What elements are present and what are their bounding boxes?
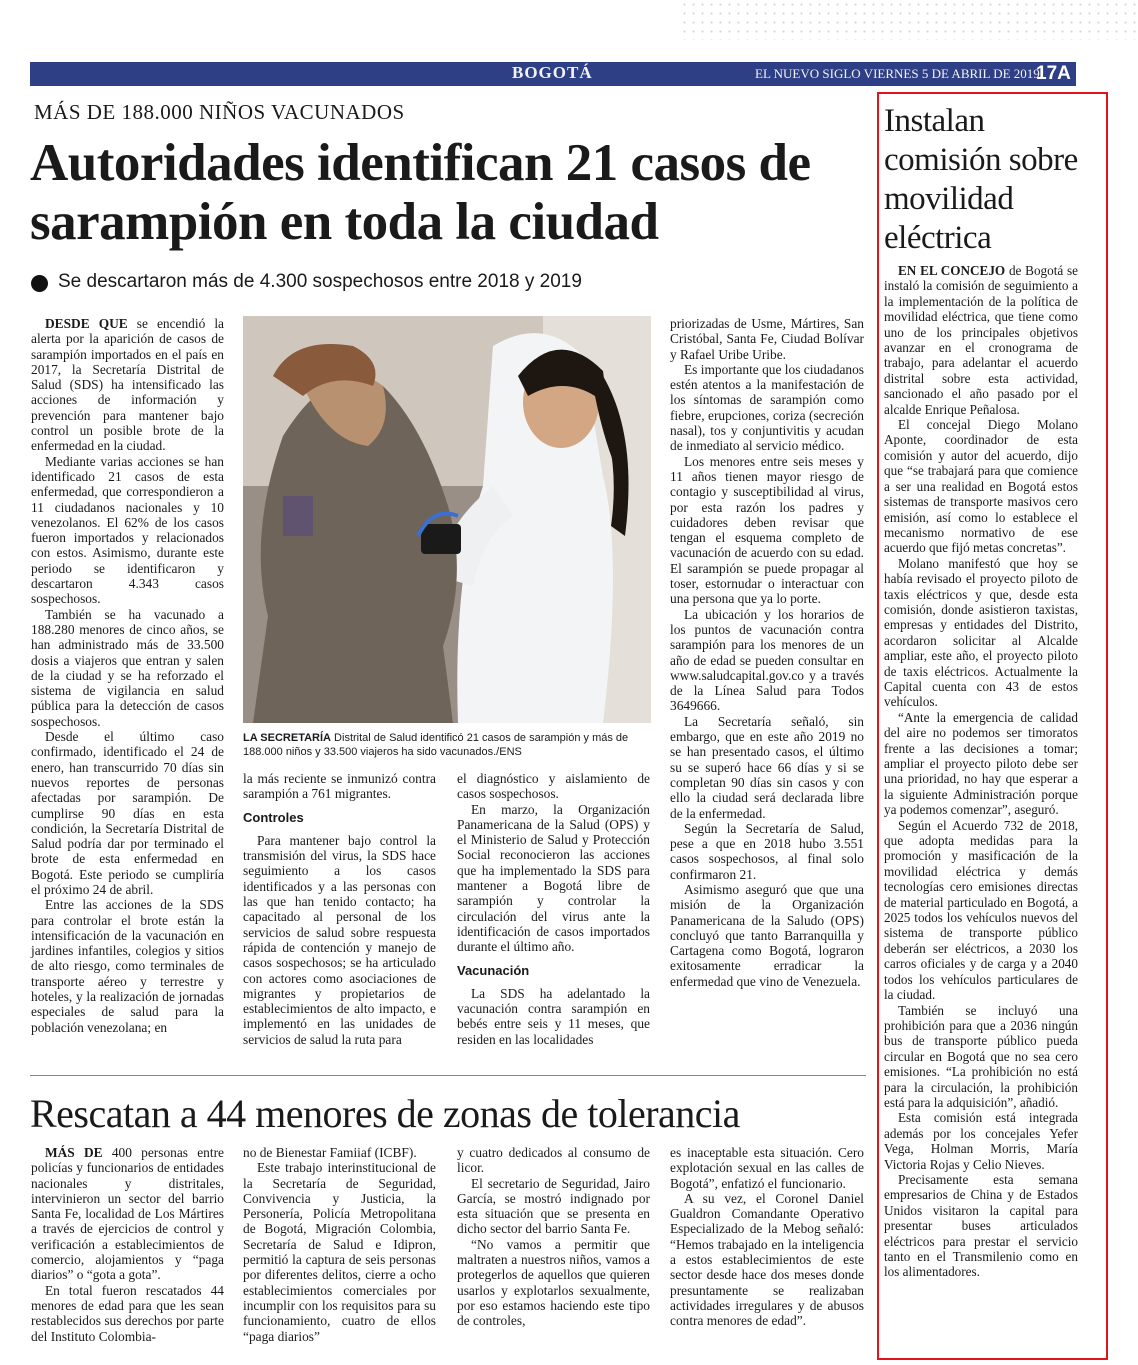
paragraph — [31, 1145, 224, 1283]
lead-in: MÁS DE — [45, 1145, 103, 1160]
paragraph-text: priorizadas de Usme, Mártires, San Cristóbal, Santa Fe, Ciudad Bolívar y Rafael Uribe Uribe. — [670, 316, 864, 362]
paragraph — [670, 316, 864, 362]
paragraph-text: Asimismo aseguró que que una misión de la Organización Panamericana de la Saludo (OPS) concluyó que tanto Barranquilla y Cartagena como Bogotá, lograron exitosamente erradicar la enfermedad que vino de Venezuela. — [670, 881, 864, 989]
paragraph — [670, 821, 864, 882]
caption-lead: LA SECRETARÍA — [243, 732, 331, 744]
photo-caption — [243, 731, 651, 759]
paragraph — [243, 771, 436, 802]
paragraph — [243, 1160, 436, 1344]
paragraph — [884, 556, 1078, 710]
paragraph — [884, 417, 1078, 556]
paragraph-text: Entre las acciones de la SDS para controlar el brote están la intensificación de la vacunación en jardines infantiles, colegios y sitios de alto riesgo, como terminales de transporte aéreo y terrestre y hoteles, y la realización de jornadas especiales de salud para la población venezolana; en — [31, 897, 224, 1035]
main-column-4 — [670, 316, 864, 989]
paragraph — [457, 1237, 650, 1329]
paragraph-text: y cuatro dedicados al consumo de licor. — [457, 1145, 650, 1176]
main-column-3 — [457, 771, 650, 1047]
subhead: Se descartaron más de 4.300 sospechosos entre 2018 y 2019 — [58, 271, 582, 292]
paragraph-text: “Ante la emergencia de calidad del aire no podemos ser timoratos frente a las decisiones a tomar; ampliar el proyecto piloto debe ser una prioridad, no hay que esperar a la siguiente Administración porque ya podemos comenzar”, aseguró. — [884, 709, 1078, 818]
paragraph — [457, 802, 650, 955]
caption-text: Distrital de Salud identificó 21 casos de sarampión y más de 188.000 niños y 33.500 viajeros ha sido vacunados./ENS — [243, 732, 629, 758]
paragraph — [243, 1145, 436, 1160]
article-divider — [30, 1075, 866, 1076]
paragraph — [31, 607, 224, 729]
paragraph — [31, 897, 224, 1035]
paragraph-text: También se incluyó una prohibición para que a 2036 ningún bus de transporte público pueda circular en Bogotá que no sea cero emisiones. “La prohibición no está para la circulación, la prohibición está para la adquisición”, añadió. — [884, 1002, 1078, 1110]
lead-in: EN EL CONCEJO — [898, 263, 1006, 278]
second-headline: Rescatan a 44 menores de zonas de tolerancia — [30, 1091, 740, 1136]
paragraph-text: En marzo, la Organización Panamericana de la Salud (OPS) y el Ministerio de Salud y Protección Social reconocieron las acciones que ha implementado la SDS para mantener a Bogotá libre de sarampión y controlar la circulación del virus ante la identificación de casos importados durante el último año. — [457, 801, 650, 955]
paragraph-text: La SDS ha adelantado la vacunación contra sarampión en bebés entre seis y 11 meses, que residen en las localidades — [457, 985, 650, 1047]
lead-in: DESDE QUE — [45, 316, 128, 331]
paragraph — [670, 362, 864, 454]
paragraph — [884, 818, 1078, 1003]
paragraph-text: La Secretaría señaló, sin embargo, que en este año 2019 no se han presentado casos, el último su se superó hace 66 días y si se completan 90 días sin casos y con ello la ciudad será declarada libre de la enfermedad. — [670, 713, 864, 821]
paragraph — [670, 1145, 864, 1191]
paragraph — [884, 1110, 1078, 1172]
paragraph — [457, 1176, 650, 1237]
paragraph-text: Para mantener bajo control la transmisión del virus, la SDS hace seguimiento a los casos identificados y a las personas con las que han tenido contacto; ha capacitado al personal de los servicios de salud sobre respuesta rápida de contención y manejo de casos sospechosos; se ha articulado con actores como asociaciones de migrantes y propietarios de establecimientos de alto impacto, e implementó en las unidades de servicios de salud la ruta para — [243, 832, 436, 1047]
paragraph-text: Según la Secretaría de Salud, pese a que en 2018 hubo 3.551 casos sospechosos, al final solo confirmaron 21. — [670, 820, 864, 882]
paragraph — [670, 714, 864, 821]
paragraph-text: la más reciente se inmunizó contra sarampión a 761 migrantes. — [243, 771, 436, 802]
sidebar-body — [884, 263, 1078, 1280]
paragraph — [884, 1003, 1078, 1111]
section-subtitle: Controles — [243, 809, 304, 825]
paragraph-text: A su vez, el Coronel Daniel Gualdron Comandante Operativo Especializado de la Mebog señaló: “Hemos trabajado en la inteligencia a estos establecimientos de este sector desde hace dos meses donde presuntamente se realizaban actividades irregulares y de abusos contra menores de edad”. — [670, 1190, 864, 1329]
section-subtitle: Vacunación — [457, 962, 530, 978]
paragraph-text: Precisamente esta semana empresarios de China y de Estados Unidos visitaron la capital para presentar buses articulados eléctricos para prestar el servicio tanto en el Transmilenio como en los alimentadores. — [884, 1171, 1078, 1280]
paragraph — [457, 986, 650, 1047]
paragraph-text: no de Bienestar Famiiaf (ICBF). — [243, 1145, 417, 1160]
page-number: 17A — [1036, 63, 1071, 84]
paragraph-text: El secretario de Seguridad, Jairo García, se mostró indignado por esta situación que se presenta en dicho sector del barrio Santa Fe. — [457, 1175, 650, 1237]
paragraph-text: Es importante que los ciudadanos estén atentos a la manifestación de los síntomas de sarampión como fiebre, erupciones, coriza (secreción nasal), tos y conjuntivitis y acudan de inmediato al servicio médico. — [670, 361, 864, 454]
paragraph-text: Los menores entre seis meses y 11 años tienen mayor riesgo de contagio y susceptibilidad al virus, por esta razón los padres y cuidadores deben revisar que tengan el esquema completo de vacunación de acuerdo con su edad. El sarampión se puede propagar al toser, estornudar o interactuar con una persona que ya lo porte. — [670, 453, 864, 607]
bullet-icon — [31, 275, 48, 292]
paragraph — [670, 607, 864, 714]
paragraph-text: Molano manifestó que hoy se había revisado el proyecto piloto de taxis eléctricos y que, desde esta comisión, donde asistieron taxistas, empresas y entidades del Distrito, acordaron solicitar al Alcalde ampliar, este año, el proyecto piloto de taxis eléctricos. Actualmente la Capital cuenta con 43 de estos vehículos. — [884, 555, 1078, 710]
paragraph-text: 400 personas entre policías y funcionarios de entidades nacionales y distritales, intervinieron un sector del barrio Santa Fe, localidad de Los Mártires a través de ejercicios de control y verificación a establecimientos de comercio, alojamientos y “paga diarios” o “gota a gota”. — [31, 1145, 224, 1283]
paragraph-text: el diagnóstico y aislamiento de casos sospechosos. — [457, 771, 650, 802]
second-column-4 — [670, 1145, 864, 1329]
paragraph — [884, 1172, 1078, 1280]
paragraph — [31, 316, 224, 454]
vaccination-photo — [243, 316, 651, 723]
paragraph — [457, 1145, 650, 1176]
paragraph-text: El concejal Diego Molano Aponte, coordinador de esta comisión y autor del acuerdo, dijo que “se trabajará para que comience a ser una realidad en Bogotá estos sistemas de transporte masivos cero emisión, así como lo establece el mecanismo normativo de ese acuerdo que fijó metas concretas”. — [884, 417, 1078, 556]
paragraph — [31, 1283, 224, 1344]
paragraph-text: es inaceptable esta situación. Cero explotación sexual en las calles de Bogotá”, enfatizó el funcionario. — [670, 1145, 864, 1191]
paragraph-text: Este trabajo interinstitucional de la Secretaría de Seguridad, Convivencia y Justicia, la Personería, Policía Metropolitana de Bogotá, Migración Colombia, Secretaría de Salud e Idipron, permitió la captura de seis personas por diferentes delitos, cierre a ocho establecimientos comerciales por incumplir con los requisitos para su funcionamiento, cuatro de ellos “paga diarios” — [243, 1160, 436, 1344]
scan-dots — [680, 0, 1138, 40]
paragraph-text: También se ha vacunado a 188.280 menores de cinco años, se han administrado más de 33.500 dosis a viajeros que entran y salen de la ciudad y se ha reforzado el sistema de vigilancia en salud pública para la detección de casos sospechosos. — [31, 606, 224, 729]
second-column-2 — [243, 1145, 436, 1344]
paragraph-text: Esta comisión está integrada además por los concejales Yefer Vega, Holman Morris, María Victoria Rojas y Celio Nieves. — [884, 1110, 1078, 1172]
paragraph-text: Desde el último caso confirmado, identificado el 24 de enero, han transcurrido 70 días sin nuevos reportes de personas afectadas por sarampión. De cumplirse 90 días en esta condición, la Secretaría Distrital de Salud podría dar por terminado el brote de esta enfermedad en Bogotá. Este periodo se cumpliría el próximo 24 de abril. — [31, 729, 224, 897]
section-name: BOGOTÁ — [512, 63, 593, 82]
paragraph-text: Según el Acuerdo 732 de 2018, que adopta medidas para la promoción y masificación de la movilidad eléctrica y demás tecnologías cero emisiones directas de material particulado en Bogotá, a 2025 todos los vehículos nuevos del sistema de transporte público deberán ser eléctricos, a 2030 los carros oficiales y de carga y a 2040 todos los vehículos particulares de la ciudad. — [884, 817, 1078, 1003]
paragraph-text: La ubicación y los horarios de los puntos de vacunación contra sarampión para los menores de un año de edad se pueden consultar en www.saludcapital.gov.co y a través de la Línea Salud para Todos 3649666. — [670, 606, 864, 714]
paragraph — [31, 729, 224, 897]
paragraph-text: se encendió la alerta por la aparición de casos de sarampión importados en el país en 2017, la Secretaría Distrital de Salud (SDS) ha intensificado las acciones de información y prevención para mantener bajo control un posible brote de la enfermedad en la ciudad. — [31, 316, 224, 454]
kicker: MÁS DE 188.000 NIÑOS VACUNADOS — [34, 100, 405, 124]
sidebar-headline: Instalan comisión sobre movilidad eléctrica — [884, 103, 1078, 256]
paragraph-text: de Bogotá se instaló la comisión de seguimiento a la implementación de la política de movilidad eléctrica, que tiene como uno de los principales objetivos avanzar en el cronograma de trabajo, para adelantar el acuerdo distrital sobre esta actividad, sancionado el año pasado por el alcalde Enrique Peñalosa. — [884, 263, 1078, 417]
paragraph — [457, 771, 650, 802]
paragraph-text: “No vamos a permitir que maltraten a nuestros niños, vamos a protegerlos de aquellos que quieren usarlos y explotarlos sexualmente, por eso estamos haciendo este tipo de controles, — [457, 1236, 650, 1329]
paragraph-text: En total fueron rescatados 44 menores de edad para que les sean restablecidos sus derechos por parte del Instituto Colombia- — [31, 1282, 224, 1344]
paper-date: EL NUEVO SIGLO VIERNES 5 DE ABRIL DE 2019 — [755, 66, 1040, 81]
paragraph — [884, 263, 1078, 417]
second-column-3 — [457, 1145, 650, 1329]
paragraph — [884, 710, 1078, 818]
paragraph — [670, 1191, 864, 1329]
main-headline: Autoridades identifican 21 casos de sarampión en toda la ciudad — [30, 134, 811, 251]
paragraph — [670, 454, 864, 607]
paragraph — [31, 454, 224, 607]
paragraph-text: Mediante varias acciones se han identificado 21 casos de esta enfermedad, que correspondieron a 11 ciudadanos nacionales y 10 venezolanos. El 62% de los casos fueron importados y relacionados con estos. Asimismo, durante este periodo se identificaron y descartaron 4.343 casos sospechosos. — [31, 453, 224, 607]
main-column-1 — [31, 316, 224, 1035]
second-column-1 — [31, 1145, 224, 1344]
paragraph — [670, 882, 864, 989]
paragraph — [243, 833, 436, 1047]
main-column-2 — [243, 771, 436, 1047]
